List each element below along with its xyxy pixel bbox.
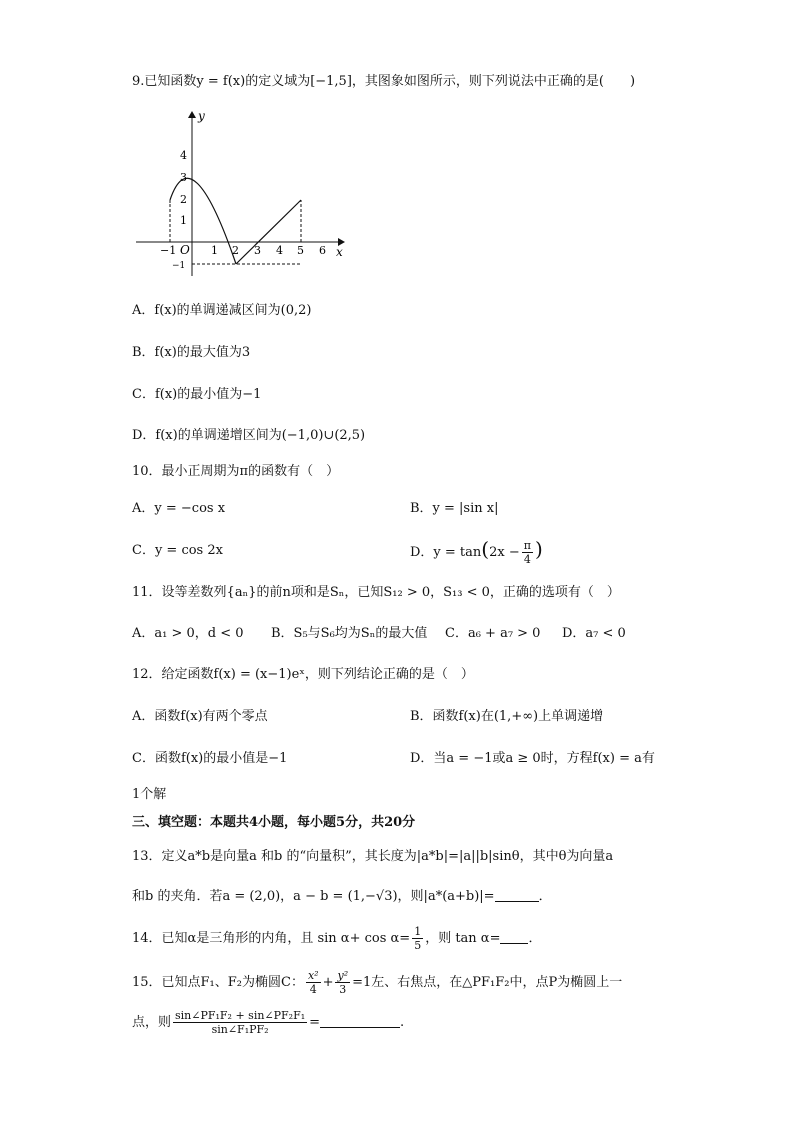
q9-option-a: A．f(x)的单调递减区间为(0,2) — [132, 303, 312, 318]
q14-fraction: $\frac{1}{5}$ — [414, 925, 422, 952]
q10-option-d: D．y = tan(2x − $\frac{\pi}{4}$ ) — [410, 537, 543, 566]
q11-option-c: C．a₆ + a₇ > 0 — [445, 626, 541, 641]
q11-option-b: B．S₅与S₆均为Sₙ的最大值 — [271, 626, 428, 641]
q15-x-fraction: $\frac{\text{x²}}{4}$ — [307, 969, 319, 996]
q11-stem: 11．设等差数列{aₙ}的前n项和是Sₙ，已知S₁₂ > 0，S₁₃ < 0，正确的选项有（ ） — [132, 585, 620, 600]
axis-x-label: x — [336, 245, 343, 259]
q9-function-graph — [130, 108, 350, 278]
q13-line2-text: 和b 的夹角．若a = (2,0)，a − b = (1,−√3)，则|a*(a+b)|= — [132, 889, 495, 904]
q10-stem: 10．最小正周期为π的函数有（ ） — [132, 464, 340, 479]
ytick-2: 2 — [180, 193, 187, 206]
q12-option-c: C．函数f(x)的最小值是−1 — [132, 751, 288, 766]
ytick-3: 3 — [180, 171, 187, 184]
xtick-4: 4 — [276, 244, 283, 257]
ytick-neg1: −1 — [172, 261, 186, 271]
xtick-6: 6 — [319, 244, 326, 257]
xtick-neg1: −1 — [160, 244, 177, 257]
curve-line — [236, 200, 301, 264]
q9-option-b: B．f(x)的最大值为3 — [132, 345, 251, 360]
q10-option-c: C．y = cos 2x — [132, 543, 223, 558]
q14-answer-blank[interactable] — [500, 931, 528, 944]
q12-option-b: B．函数f(x)在(1,+∞)上单调递增 — [410, 709, 604, 724]
q15-text: 15．已知点F₁、F₂为椭圆C： — [132, 975, 304, 990]
q9-option-d: D．f(x)的单调递增区间为(−1,0)∪(2,5) — [132, 428, 366, 443]
xtick-5: 5 — [297, 244, 304, 257]
q12-stem: 12．给定函数f(x) = (x−1)eˣ，则下列结论正确的是（ ） — [132, 667, 474, 682]
q10-d-inner: 2x − — [489, 545, 520, 560]
q9-stem: 9.已知函数y = f(x)的定义域为[−1,5]，其图象如图所示，则下列说法中正确的是( ) — [132, 74, 636, 89]
q10-option-b: B．y = |sin x| — [410, 501, 499, 516]
q9-option-c: C．f(x)的最小值为−1 — [132, 387, 262, 402]
q13-line1: 13．定义a*b是向量a 和b 的“向量积”，其长度为|a*b|=|a||b|sinθ，其中θ为向量a — [132, 849, 614, 864]
q14-line: 14．已知α是三角形的内角，且 sin α+ cos α= $\frac{1}{5}$ ，则 tan α= ． — [132, 925, 542, 952]
q10-d-fraction: $\frac{\pi}{4}$ — [523, 539, 531, 566]
q15-line2: 点，则 $\frac{\text{sin∠PF₁F₂ + sin∠PF₂F₁}}{\text{sin∠F₁PF₂}}$ = . — [132, 1009, 405, 1036]
q12-option-d-continued: 1个解 — [132, 787, 167, 802]
q11-option-d: D．a₇ < 0 — [562, 626, 626, 641]
xtick-3: 3 — [254, 244, 261, 257]
xtick-1: 1 — [211, 244, 218, 257]
section-heading: 三、填空题：本题共4小题，每小题5分，共20分 — [132, 815, 416, 830]
q10-option-a: A．y = −cos x — [132, 501, 226, 516]
ytick-1: 1 — [180, 214, 187, 227]
q15-answer-blank[interactable] — [320, 1015, 400, 1028]
q15-line1: 15．已知点F₁、F₂为椭圆C： $\frac{\text{x²}}{4}$ + $\frac{\text{y²}}{3}$ =1左、右焦点，在△PF₁F₂中，点P为椭圆上一 — [132, 969, 623, 996]
q13-line2: 和b 的夹角．若a = (2,0)，a − b = (1,−√3)，则|a*(a+b)|= ． — [132, 889, 552, 904]
q10-d-prefix: D．y = tan — [410, 545, 482, 560]
q13-answer-blank[interactable] — [495, 889, 539, 902]
q11-option-a: A．a₁ > 0，d < 0 — [132, 626, 244, 641]
q15-y-fraction: $\frac{\text{y²}}{3}$ — [337, 969, 349, 996]
xtick-2: 2 — [232, 244, 239, 257]
axis-y-label: y — [198, 109, 205, 123]
ytick-4: 4 — [180, 149, 187, 162]
q15-sine-fraction: $\frac{\text{sin∠PF₁F₂ + sin∠PF₂F₁}}{\text{sin∠F₁PF₂}}$ — [175, 1009, 306, 1036]
origin-label: O — [180, 243, 190, 257]
q12-option-a: A．函数f(x)有两个零点 — [132, 709, 268, 724]
q12-option-d: D．当a = −1或a ≥ 0时，方程f(x) = a有 — [410, 751, 655, 766]
q14-text: 14．已知α是三角形的内角，且 sin α+ cos α= — [132, 931, 411, 946]
